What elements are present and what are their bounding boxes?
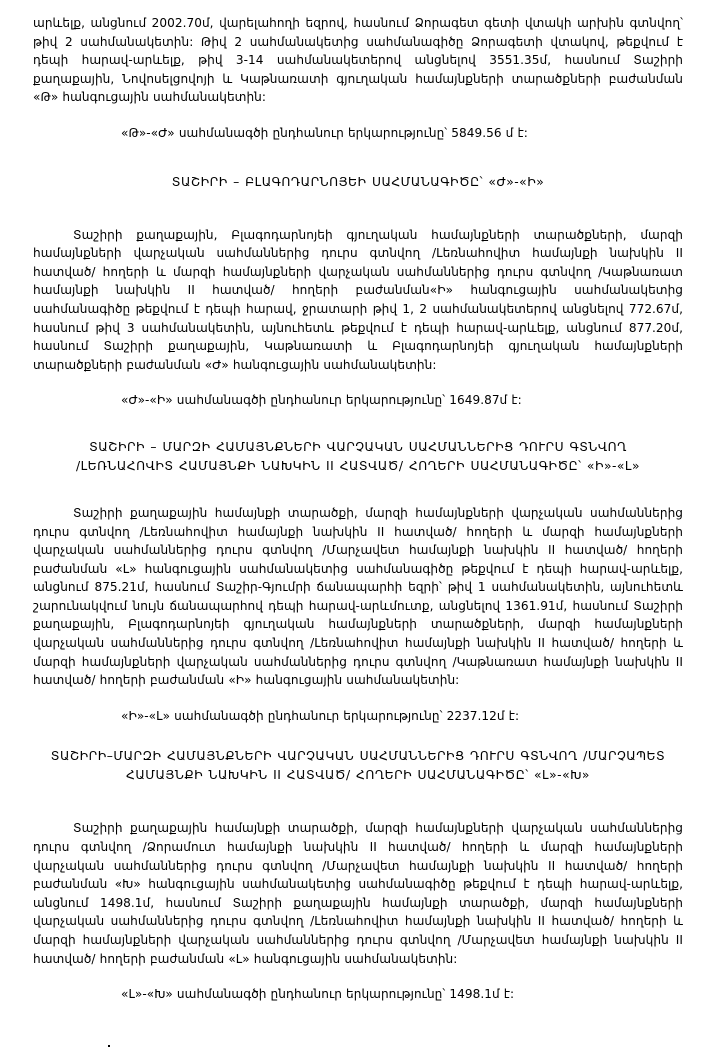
paragraph-segment-l-kh: Տաշիրի քաղաքային համայնքի տարածքի, մարզի համայնքների վարչական սահմաններից դուրս գտնվող /Ձորամուտ համայնքի նախկին II հատված/ հողերի և մարզի համայնքների վարչական սահմաններից դուրս գտնվող /Մարչավետ համայնքի նախկին II հատված/ հողերի բաժանման «Խ» հանգուցային սահմանակետից սահմանագիծը թեքվում է դեպի հարավ-արևելք, անցնում 1498.1մ, հասնում Տաշիրի քաղաքային համայնքի տարածքի, մարզի համայնքների վարչական սահմաններից դուրս գտնվող /Լեռնահովիտ համայնքի նախկին II հատված/ հողերի և մարզի համայնքների վարչական սահմաններից դուրս գտնվող /Մարչավետ համայնքի նախկին II հատված/ հողերի բաժանման «Լ» հանգուցային սահմանակետին: [33, 821, 683, 966]
paragraph-continuation: արևելք, անցնում 2002.70մ, վարելահողի եզրով, հասնում Ձորագետ գետի վտակի արխին գտնվող՝ թիվ 2 սահմանակետին: Թիվ 2 սահմանակետից սահմանագիծը Ձորագետի վտակով, թեքվում է դեպի հարավ-արևելք, թիվ 3-14 սահմանակետերով անցնելով 3551.35մ, հասնում Տաշիրի քաղաքային, Նովոսելցովոյի և Կաթնառատի գյուղական համայնքների տարածքների բաժանման «Թ» հանգուցային սահմանակետին: [33, 16, 683, 105]
spacer [33, 785, 683, 819]
paragraph-segment-zh-i: Տաշիրի քաղաքային, Բլագոդարնոյեի գյուղական համայնքների տարածքների, մարզի համայնքների վարչական սահմաններից դուրս գտնվող /Լեռնահովիտ համայնքի նախկին II հատված/ հողերի և մարզի համայնքների վարչական սահմաններից դուրս գտնվող /Կաթնառատ համայնքի նախկին II հատված/ հողերի բաժանման«Ի» հանգուցային սահմանակետից սահմանագիծը թեքվում է դեպի հարավ, ջրատարի թիվ 1, 2 սահմանակետերով անցնելով 772.67մ, հասնում թիվ 3 սահմանակետին, այնուհետև թեքվում է դեպի հարավ-արևելք, անցնում 877.20մ, հասնում Տաշիրի քաղաքային, Կաթնառատի և Բլագոդարնոյեի գյուղական համայնքների տարածքների բաժանման «Ժ» հանգուցային սահմանակետին: [33, 227, 683, 372]
section-heading-tashir-marchapet-line1: ՏԱՇԻՐԻ–ՄԱՐԶԻ ՀԱՄԱՅՆՔՆԵՐԻ ՎԱՐՉԱԿԱՆ ՍԱՀՄԱՆՆԵՐԻՑ ԴՈՒՐՍ ԳՏՆՎՈՂ /ՄԱՐՉԱՊԵՏ [50, 749, 666, 764]
spacer [33, 143, 683, 173]
segment-total-length-th-zh: «Թ»-«Ժ» սահմանագծի ընդհանուր երկարությունը՝ 5849.56 մ է: [121, 125, 528, 140]
section-heading-tashir-marchapet-line2: ՀԱՄԱՅՆՔԻ ՆԱԽԿԻՆ II ՀԱՏՎԱԾ/ ՀՈՂԵՐԻ ՍԱՀՄԱՆԱԳԻԾԸ՝ «Լ»-«Խ» [126, 768, 590, 783]
spacer [33, 476, 683, 504]
segment-total-length-zh-i: «Ժ»-«Ի» սահմանագծի ընդհանուր երկարությունը՝ 1649.87մ է: [121, 393, 522, 408]
segment-total-length-i-l: «Ի»-«Լ» սահմանագծի ընդհանուր երկարությունը՝ 2237.12մ է: [121, 708, 520, 723]
segment-total-length-l-kh: «Լ»-«Խ» սահմանագծի ընդհանուր երկարությունը՝ 1498.1մ է: [121, 987, 515, 1002]
section-heading-tashir-lernahovit-line2: /ԼԵՌՆԱՀՈՎԻՏ ՀԱՄԱՅՆՔԻ ՆԱԽԿԻՆ II ՀԱՏՎԱԾ/ ՀՈՂԵՐԻ ՍԱՀՄԱՆԱԳԻԾԸ՝ «Ի»-«Լ» [75, 458, 641, 473]
paragraph-segment-i-l: Տաշիրի քաղաքային համայնքի տարածքի, մարզի համայնքների վարչական սահմաններից դուրս գտնվող /Լեռնահովիտ համայնքի նախկին II հատված/ հողերի և մարզի համայնքների վարչական սահմաններից դուրս գտնվող /Մարչավետ համայնքի նախկին II հատված/ հողերի բաժանման «Լ» հանգուցային սահմանակետից սահմանագիծը թեքվում է դեպի հարավ-արևելք, անցնում 875.21մ, հասնում Տաշիր-Գյումրի ճանապարհի եզրի՝ թիվ 1 սահմանակետին, այնուհետև շարունակվում նույն ճանապարհով դեպի հարավ-արևմուտք, անցնելով 1361.91մ, հասնում Տաշիրի քաղաքային, Բլագոդարնոյեի գյուղական համայնքների տարածքների, մարզի համայնքների վարչական սահմաններից դուրս գտնվող /Լեռնահովիտ համայնքի նախկին II հատված/ հողերի և մարզի համայնքների վարչական սահմաններից դուրս գտնվող /Կաթնառատ համայնքի նախկին II հատված/ հողերի բաժանման «Ի» հանգուցային սահմանակետին: [33, 505, 683, 688]
stray-ink-mark [108, 1045, 110, 1047]
section-heading-tashir-blagodarnoye: ՏԱՇԻՐԻ – ԲԼԱԳՈԴԱՐՆՈՅԵԻ ՍԱՀՄԱՆԱԳԻԾԸ՝ «Ժ»-«Ի» [171, 174, 545, 189]
spacer [33, 410, 683, 438]
spacer [33, 192, 683, 226]
spacer [33, 725, 683, 747]
section-heading-tashir-lernahovit-line1: ՏԱՇԻՐԻ – ՄԱՐԶԻ ՀԱՄԱՅՆՔՆԵՐԻ ՎԱՐՉԱԿԱՆ ՍԱՀՄԱՆՆԵՐԻՑ ԴՈՒՐՍ ԳՏՆՎՈՂ [89, 439, 627, 454]
document-body [33, 14, 683, 1004]
